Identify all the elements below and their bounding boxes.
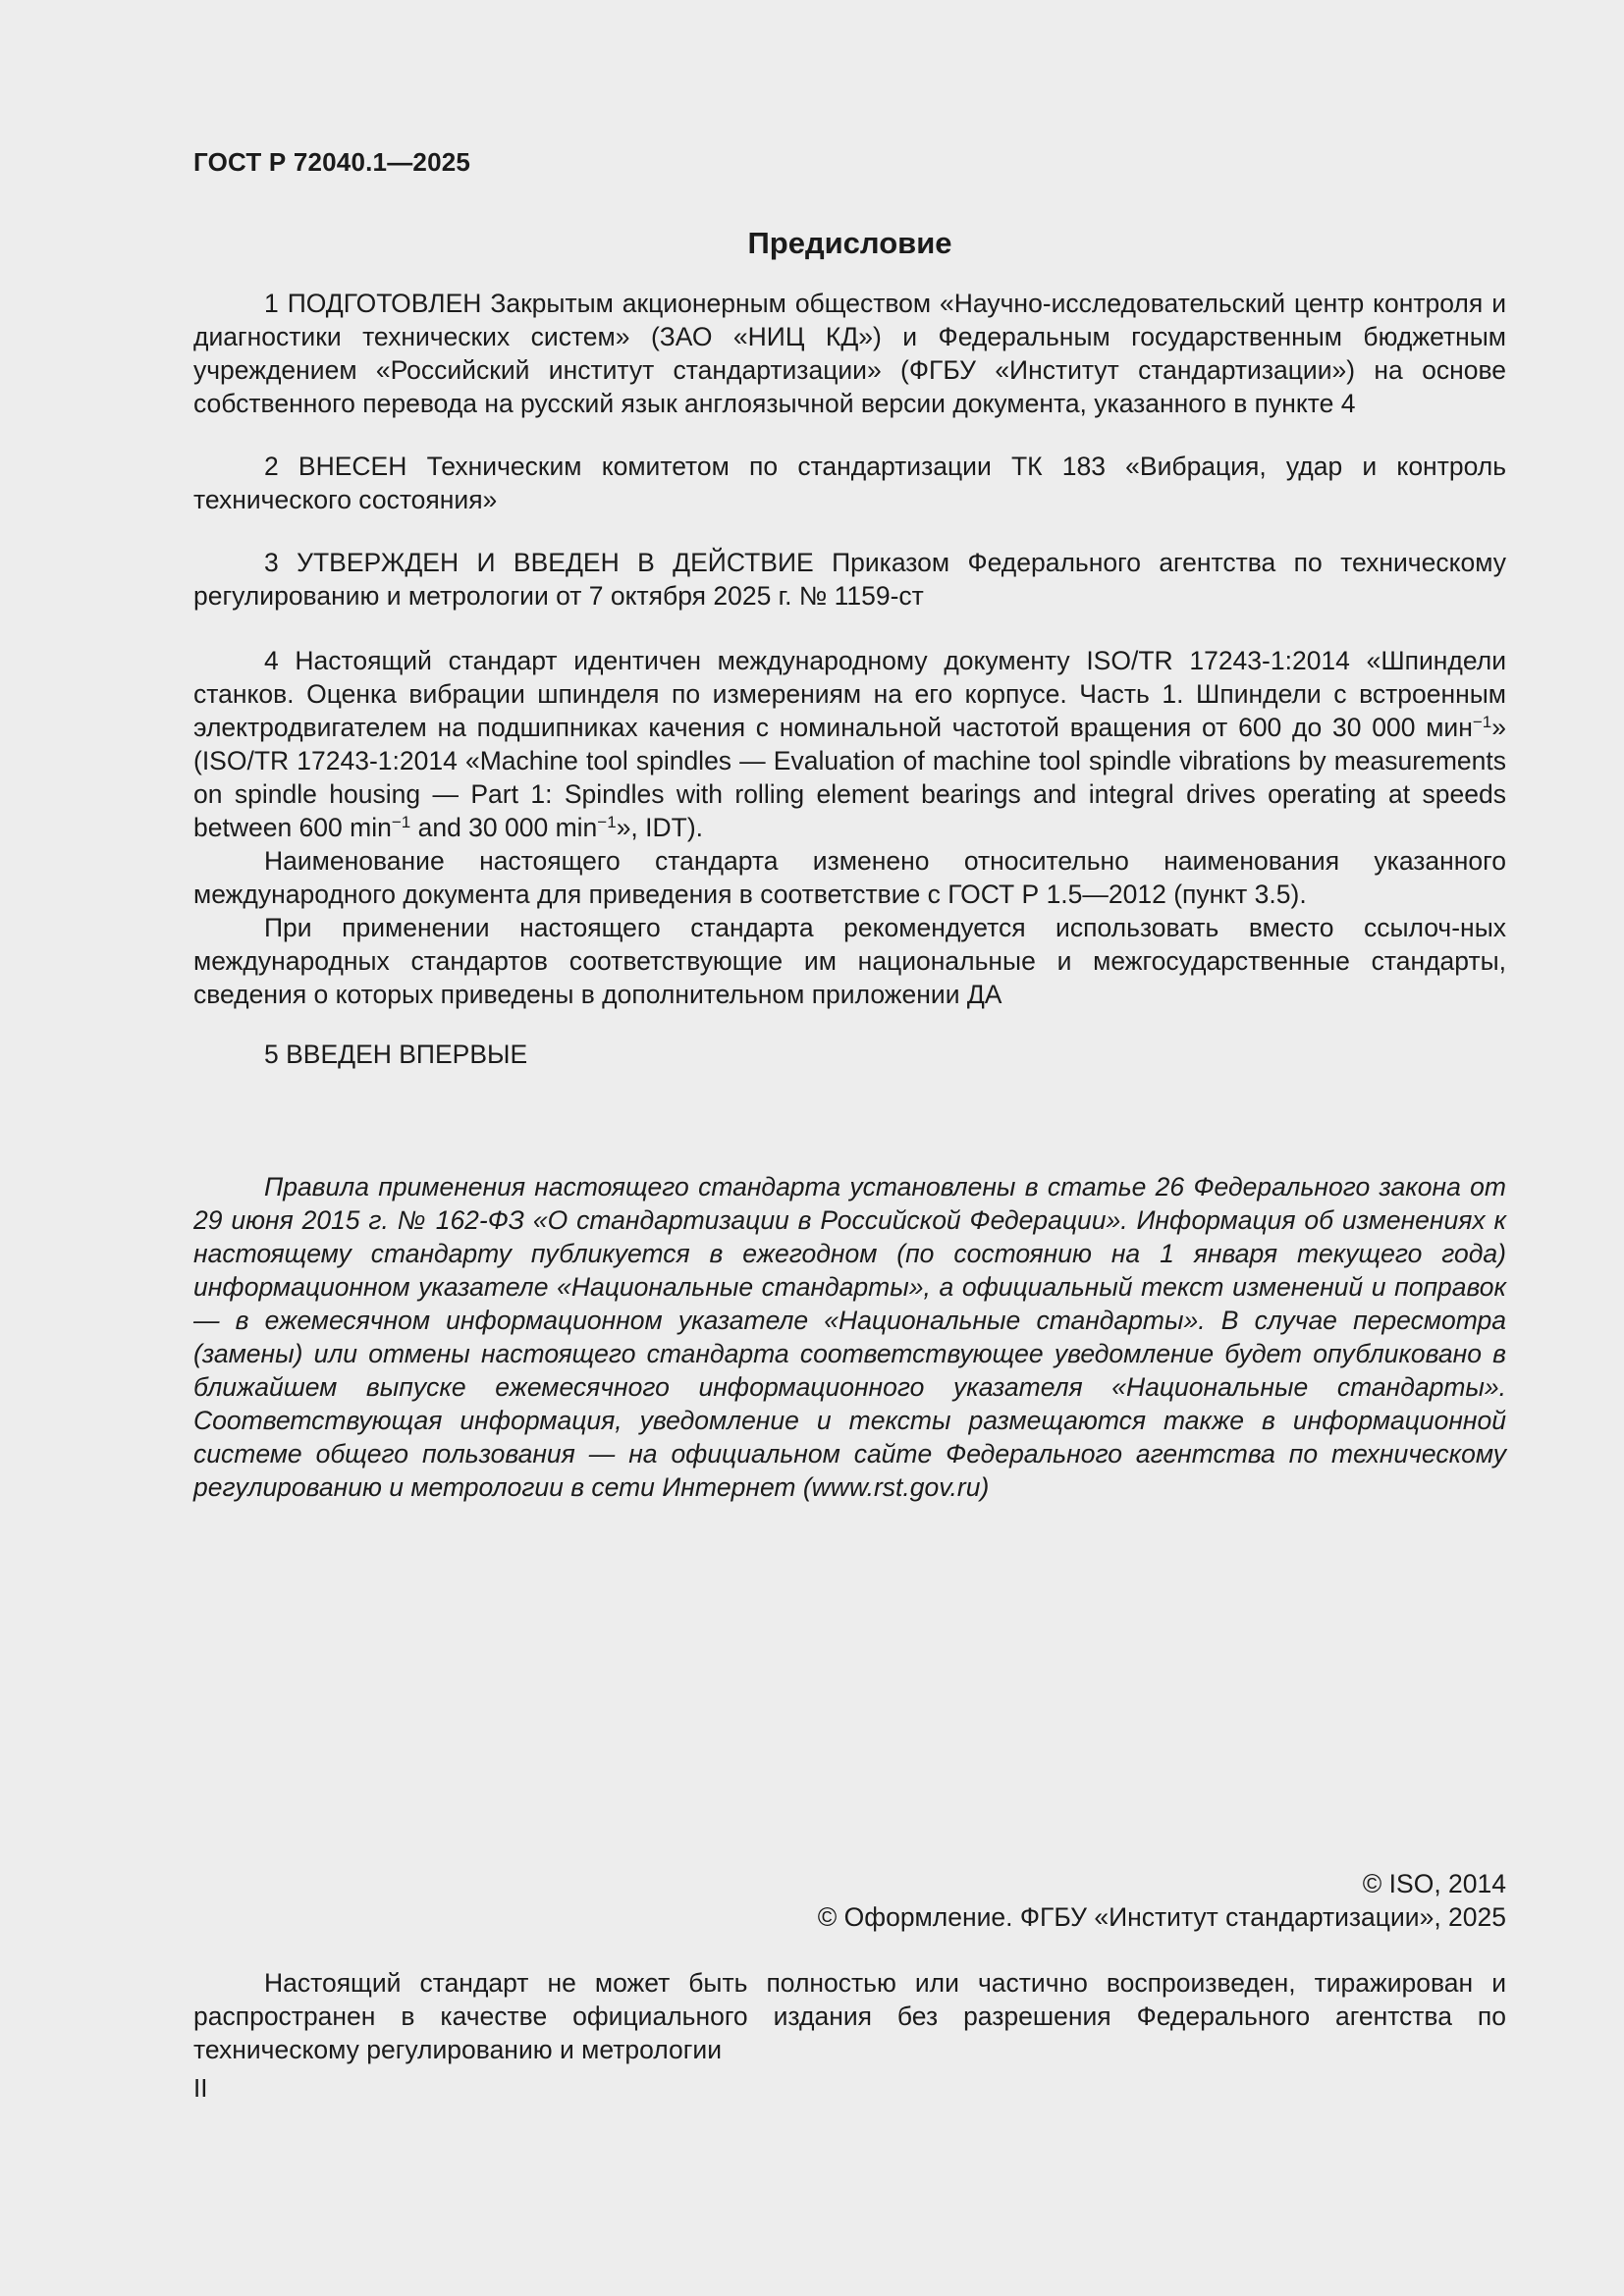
item-2-text: 2 ВНЕСЕН Техническим комитетом по стандартизации ТК 183 «Вибрация, удар и контроль технического состояния» [193, 452, 1506, 514]
item-4-references: При применении настоящего стандарта рекомендуется использовать вместо ссылоч-ных международных стандартов соответствующие им национальные и межгосударственные стандарты, сведения о которых приведены в дополнительном приложении ДА [193, 913, 1506, 1009]
item-2 [193, 450, 1506, 516]
document-page [193, 0, 1506, 2296]
reproduction-notice-text: Настоящий стандарт не может быть полностью или частично воспроизведен, тиражирован и распространен в качестве официального издания без разрешения Федерального агентства по техническому регулированию и метрологии [193, 1968, 1506, 2064]
item-4-text [193, 644, 1506, 844]
item-1 [193, 287, 1506, 420]
item-4-sup2: −1 [391, 813, 411, 831]
page-number: II [193, 2073, 208, 2103]
item-4-part4: », IDT). [616, 813, 704, 842]
item-4-sup1: −1 [1472, 713, 1492, 731]
item-4-name-change: Наименование настоящего стандарта изменено относительно наименования указанного международного документа для приведения в соответствие с ГОСТ Р 1.5—2012 (пункт 3.5). [193, 846, 1506, 909]
item-4-part3: and 30 000 min [410, 813, 598, 842]
rules-notice-text: Правила применения настоящего стандарта установлены в статье 26 Федерального закона от 29 июня 2015 г. № 162-ФЗ «О стандартизации в Российской Федерации». Информация об изменениях к настоящему стандарту публикуется в ежегодном (по состоянию на 1 января текущего года) информационном указателе «Национальные стандарты», а официальный текст изменений и поправок — в ежемесячном информационном указателе «Национальные стандарты». В случае пересмотра (замены) или отмены настоящего стандарта соответствующее уведомление будет опубликовано в ближайшем выпуске ежемесячного информационного указателя «Национальные стандарты». Соответствующая информация, уведомление и тексты размещаются также в информационной системе общего пользования — на официальном сайте Федерального агентства по техническому регулированию и метрологии в сети Интернет (www.rst.gov.ru) [193, 1172, 1506, 1502]
item-5-text: 5 ВВЕДЕН ВПЕРВЫЕ [264, 1040, 528, 1069]
item-4 [193, 644, 1506, 1011]
rules-notice [193, 1170, 1506, 1504]
item-5 [193, 1038, 1506, 1071]
item-4-part1: 4 Настоящий стандарт идентичен международному документу ISO/TR 17243-1:2014 «Шпиндели станков. Оценка вибрации шпинделя по измерениям на его корпусе. Часть 1. Шпиндели с встроенным электродвигателем на подшипниках качения с номинальной частотой вращения от 600 до 30 000 мин [193, 646, 1506, 742]
item-1-text: 1 ПОДГОТОВЛЕН Закрытым акционерным обществом «Научно-исследовательский центр контроля и диагностики технических систем» (ЗАО «НИЦ КД») и Федеральным государственным бюджетным учреждением «Российский институт стандартизации» (ФГБУ «Институт стандартизации») на основе собственного перевода на русский язык англоязычной версии документа, указанного в пункте 4 [193, 289, 1506, 418]
reproduction-notice [193, 1966, 1506, 2066]
copyright-iso: © ISO, 2014 [1362, 1869, 1506, 1898]
document-code: ГОСТ Р 72040.1—2025 [193, 147, 471, 177]
item-3-text: 3 УТВЕРЖДЕН И ВВЕДЕН В ДЕЙСТВИЕ Приказом Федерального агентства по техническому регулированию и метрологии от 7 октября 2025 г. № 1159-ст [193, 548, 1506, 611]
item-3 [193, 546, 1506, 613]
item-4-sup3: −1 [597, 813, 617, 831]
page-title: Предисловие [747, 226, 952, 260]
copyright-design: © Оформление. ФГБУ «Институт стандартизации», 2025 [817, 1902, 1506, 1932]
copyright-block [818, 1867, 1506, 1934]
item-4-part2: » (ISO/TR 17243-1:2014 «Machine tool spindles — Evaluation of machine tool spindle vibrations by measurements on spindle housing — Part 1: Spindles with rolling element bearings and integral drives operating at speeds between 600 min [193, 713, 1506, 842]
